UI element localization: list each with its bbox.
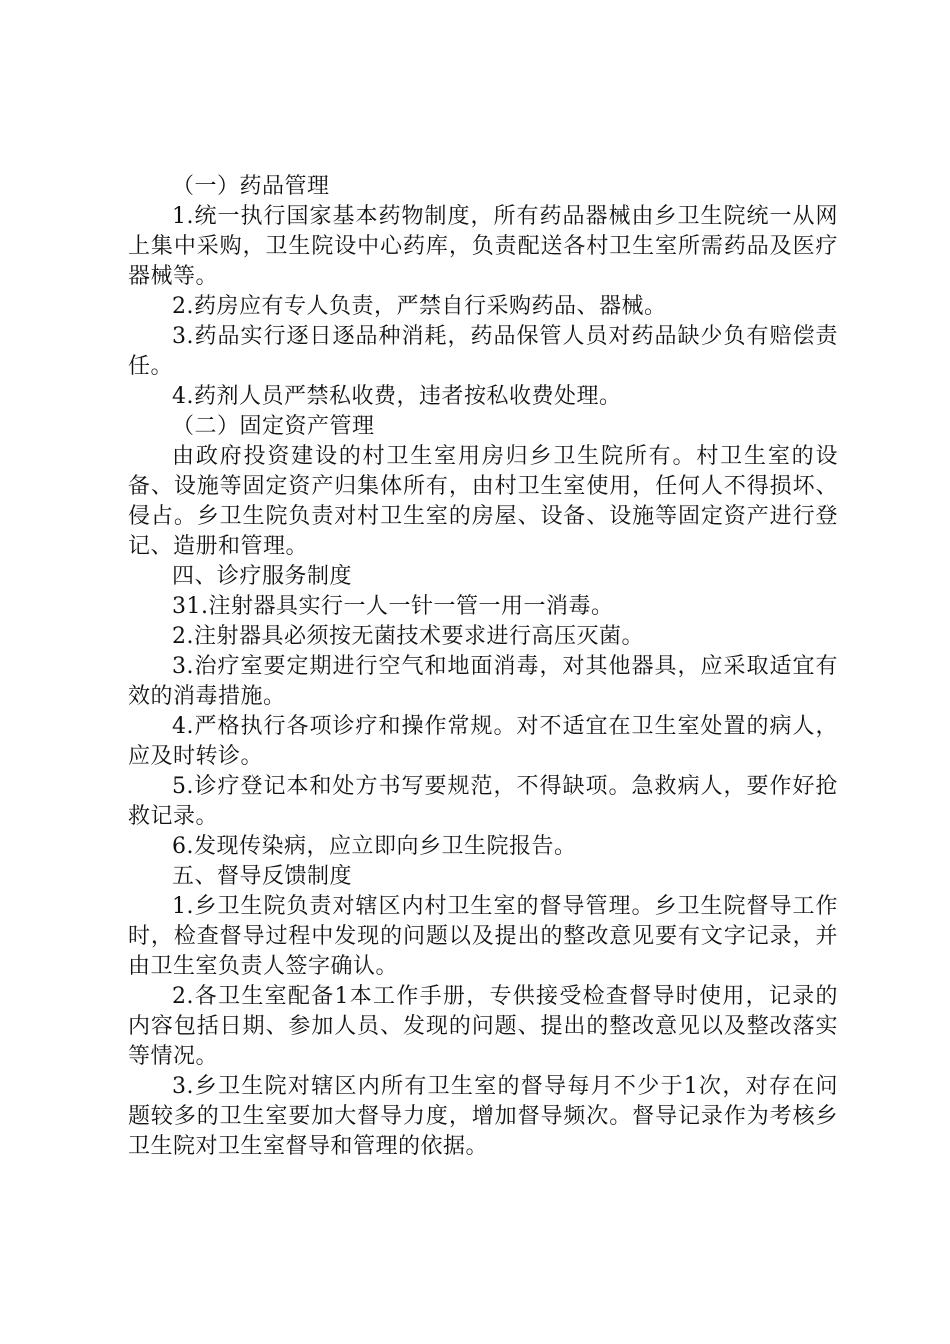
section-heading-supervision-feedback: 五、督导反馈制度 bbox=[172, 864, 353, 889]
paragraph: 31.注射器具实行一人一针一管一用一消毒。 bbox=[172, 594, 614, 619]
paragraph: 3.乡卫生院对辖区内所有卫生室的督导每月不少于1次，对存在问题较多的卫生室要加大督导力度，增加督导频次。督导记录作为考核乡卫生院对卫生室督导和管理的依据。 bbox=[128, 1074, 838, 1159]
paragraph: 2.注射器具必须按无菌技术要求进行高压灭菌。 bbox=[172, 624, 644, 649]
paragraph: 6.发现传染病，应立即向乡卫生院报告。 bbox=[172, 834, 577, 859]
paragraph: 5.诊疗登记本和处方书写要规范，不得缺项。急救病人，要作好抢救记录。 bbox=[128, 774, 838, 829]
paragraph: 2.药房应有专人负责，严禁自行采购药品、器械。 bbox=[172, 294, 667, 319]
paragraph: 4.严格执行各项诊疗和操作常规。对不适宜在卫生室处置的病人，应及时转诊。 bbox=[128, 714, 838, 769]
section-heading-drug-management: （一）药品管理 bbox=[172, 174, 330, 199]
section-heading-diagnosis-service: 四、诊疗服务制度 bbox=[172, 564, 353, 589]
document-body bbox=[128, 172, 838, 1162]
paragraph: 1.乡卫生院负责对辖区内村卫生室的督导管理。乡卫生院督导工作时，检查督导过程中发现的问题以及提出的整改意见要有文字记录，并由卫生室负责人签字确认。 bbox=[128, 894, 838, 979]
paragraph: 4.药剂人员严禁私收费，违者按私收费处理。 bbox=[172, 384, 622, 409]
paragraph: 2.各卫生室配备1本工作手册，专供接受检查督导时使用，记录的内容包括日期、参加人员、发现的问题、提出的整改意见以及整改落实等情况。 bbox=[128, 984, 838, 1069]
section-heading-fixed-assets: （二）固定资产管理 bbox=[172, 414, 375, 439]
paragraph: 由政府投资建设的村卫生室用房归乡卫生院所有。村卫生室的设备、设施等固定资产归集体所有，由村卫生室使用，任何人不得损坏、侵占。乡卫生院负责对村卫生室的房屋、设备、设施等固定资产进行登记、造册和管理。 bbox=[128, 444, 838, 559]
paragraph: 3.治疗室要定期进行空气和地面消毒，对其他器具，应采取适宜有效的消毒措施。 bbox=[128, 654, 838, 709]
paragraph: 1.统一执行国家基本药物制度，所有药品器械由乡卫生院统一从网上集中采购，卫生院设中心药库，负责配送各村卫生室所需药品及医疗器械等。 bbox=[128, 204, 838, 289]
paragraph: 3.药品实行逐日逐品种消耗，药品保管人员对药品缺少负有赔偿责任。 bbox=[128, 324, 838, 379]
